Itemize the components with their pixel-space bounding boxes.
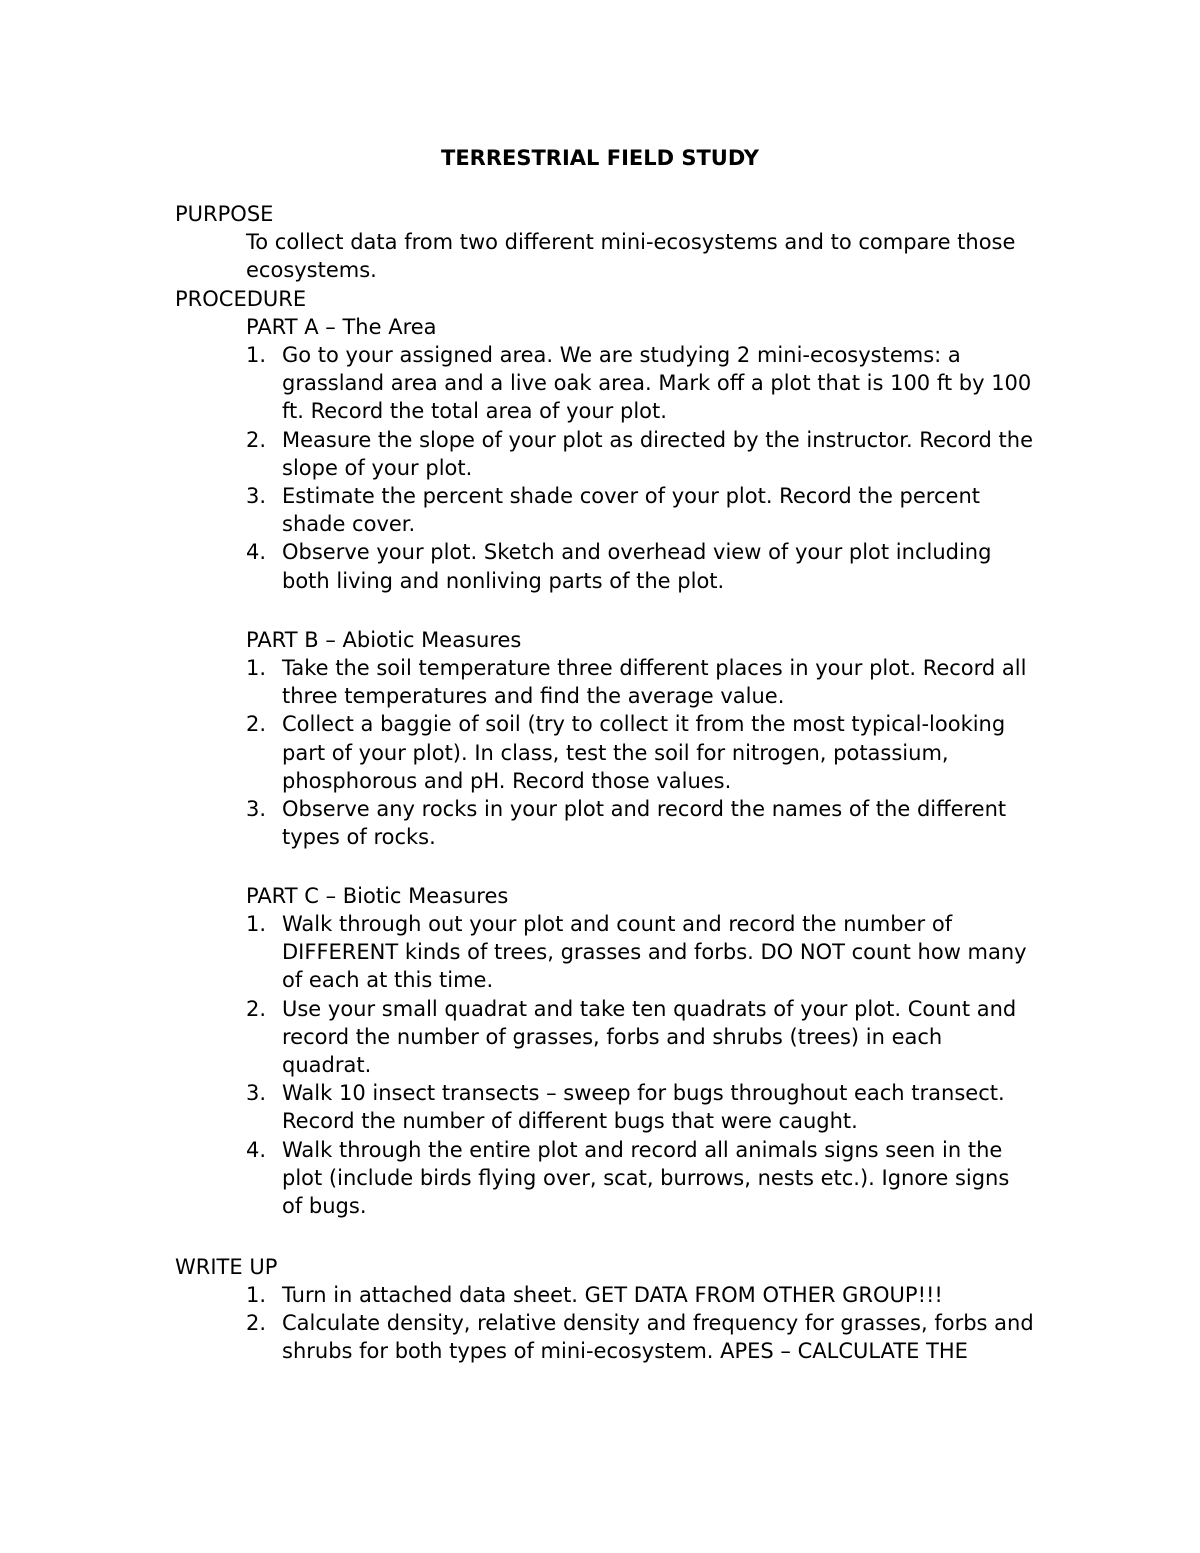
step-number: 2. xyxy=(246,996,267,1021)
step-text: Observe any rocks in your plot and record the names of the different types of rocks. xyxy=(282,797,1007,850)
step-number: 3. xyxy=(246,797,267,822)
step-text: Measure the slope of your plot as directed by the instructor. Record the slope of your plot. xyxy=(282,427,1034,480)
list-item xyxy=(246,910,1036,995)
step-text: Walk through out your plot and count and record the number of DIFFERENT kinds of trees, grasses and forbs. DO NOT count how many of each at this time. xyxy=(282,912,1027,993)
part-a-heading: PART A – The Area xyxy=(246,315,437,339)
step-text: Take the soil temperature three different places in your plot. Record all three temperatures and find the average value. xyxy=(282,656,1027,709)
step-text: Use your small quadrat and take ten quadrats of your plot. Count and record the number of grasses, forbs and shrubs (trees) in each quadrat. xyxy=(282,996,1017,1078)
list-item xyxy=(246,1079,1036,1135)
purpose-heading: PURPOSE xyxy=(175,202,274,226)
step-number: 3. xyxy=(246,484,267,509)
step-number: 1. xyxy=(246,343,267,367)
list-item xyxy=(246,1309,1036,1365)
list-item xyxy=(246,482,1036,538)
procedure-heading: PROCEDURE xyxy=(175,287,307,311)
part-b-heading: PART B – Abiotic Measures xyxy=(246,628,522,652)
write-up-steps xyxy=(246,1281,1036,1366)
list-item xyxy=(246,710,1036,795)
step-number: 4. xyxy=(246,1137,267,1162)
list-item xyxy=(246,995,1036,1080)
step-number: 2. xyxy=(246,712,267,737)
part-a-steps xyxy=(246,341,1036,595)
step-number: 1. xyxy=(246,656,267,680)
list-item xyxy=(246,426,1036,482)
step-number: 1. xyxy=(246,912,267,936)
part-c-steps xyxy=(246,910,1036,1220)
step-text: Observe your plot. Sketch and overhead view of your plot including both living and nonliving parts of the plot. xyxy=(282,540,992,593)
step-text: Go to your assigned area. We are studying 2 mini-ecosystems: a grassland area and a live oak area. Mark off a plot that is 100 ft by 100 ft. Record the total area of your plot. xyxy=(282,343,1032,424)
step-text: Walk 10 insect transects – sweep for bugs throughout each transect. Record the number of different bugs that were caught. xyxy=(282,1081,1005,1134)
step-text: Estimate the percent shade cover of your plot. Record the percent shade cover. xyxy=(282,484,980,537)
document-title: TERRESTRIAL FIELD STUDY xyxy=(441,146,759,170)
list-item xyxy=(246,795,1036,851)
purpose-text: To collect data from two different mini-ecosystems and to compare those ecosystems. xyxy=(246,230,1016,283)
list-item xyxy=(246,538,1036,594)
step-text: Calculate density, relative density and frequency for grasses, forbs and shrubs for both types of mini-ecosystem. APES – CALCULATE THE xyxy=(282,1311,1034,1364)
step-number: 2. xyxy=(246,1311,267,1336)
step-number: 1. xyxy=(246,1283,267,1307)
part-c-heading: PART C – Biotic Measures xyxy=(246,884,509,908)
list-item xyxy=(246,1136,1036,1221)
step-number: 3. xyxy=(246,1081,267,1106)
part-b-steps xyxy=(246,654,1036,851)
step-text: Walk through the entire plot and record all animals signs seen in the plot (include birds flying over, scat, burrows, nests etc.). Ignore signs of bugs. xyxy=(282,1137,1010,1219)
list-item xyxy=(246,1281,1036,1309)
step-number: 2. xyxy=(246,427,267,452)
list-item xyxy=(246,341,1036,426)
step-number: 4. xyxy=(246,540,267,565)
step-text: Collect a baggie of soil (try to collect it from the most typical-looking part of your plot). In class, test the soil for nitrogen, potassium, phosphorous and pH. Record those values. xyxy=(282,712,1006,793)
step-text: Turn in attached data sheet. GET DATA FROM OTHER GROUP!!! xyxy=(282,1283,943,1307)
write-up-heading: WRITE UP xyxy=(175,1255,278,1279)
list-item xyxy=(246,654,1036,710)
